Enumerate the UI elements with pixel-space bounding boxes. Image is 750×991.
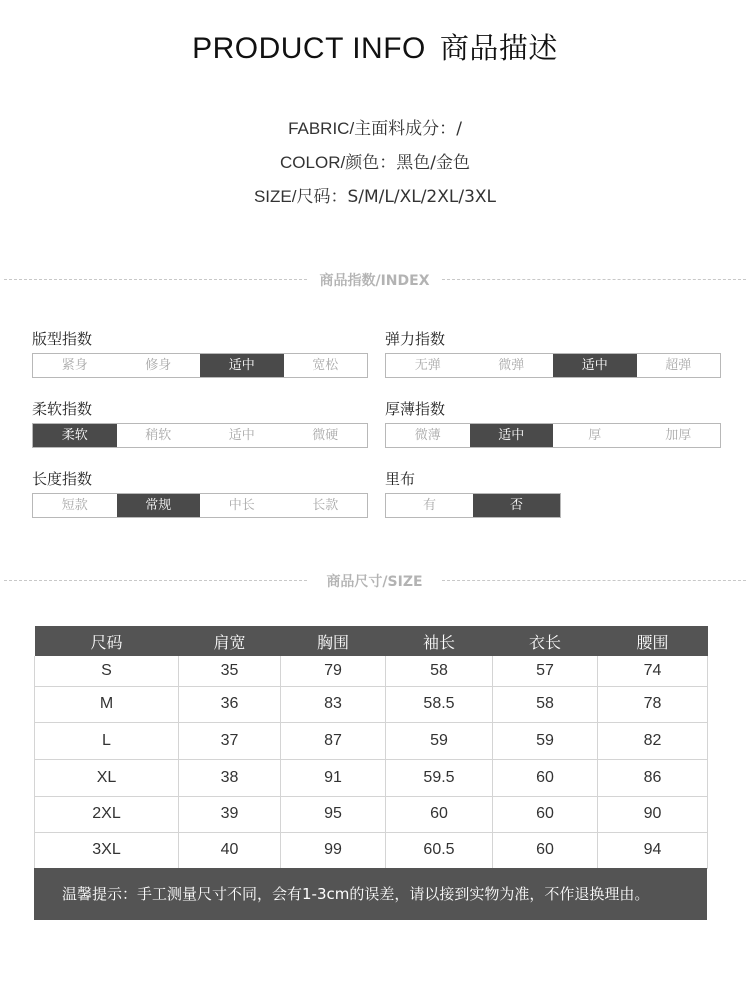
table-cell: 57 [493, 656, 598, 686]
column-header: 肩宽 [179, 626, 281, 656]
index-scale [32, 353, 368, 378]
fabric-value: / [456, 119, 462, 139]
size-table [34, 626, 708, 869]
title-chinese: 商品描述 [439, 31, 558, 65]
table-row [35, 686, 708, 722]
scale-option: 无弹 [414, 358, 441, 373]
table-row [35, 656, 708, 686]
index-divider-label: 商品指数/INDEX [319, 273, 430, 289]
index-label: 厚薄指数 [385, 400, 446, 418]
index-label: 弹力指数 [385, 330, 446, 348]
scale-option: 微薄 [414, 428, 441, 443]
divider-line-left [4, 279, 307, 280]
table-cell: 60 [493, 796, 598, 832]
column-header: 腰围 [598, 626, 708, 656]
table-cell: 58 [493, 686, 598, 722]
table-cell: 38 [179, 759, 281, 796]
fabric-line [0, 114, 750, 139]
table-row [35, 832, 708, 868]
index-thickness [385, 399, 721, 448]
title-english: PRODUCT INFO [192, 32, 426, 65]
table-cell: L [35, 722, 179, 759]
table-cell: 59 [493, 722, 598, 759]
index-scale [385, 493, 561, 518]
index-lining [385, 469, 561, 518]
table-cell: 87 [281, 722, 386, 759]
table-header-row [35, 626, 708, 656]
color-line [0, 148, 750, 173]
divider-line-left [4, 580, 307, 581]
table-cell: 60 [493, 832, 598, 868]
divider-line-right [442, 279, 746, 280]
scale-option: 修身 [145, 358, 172, 373]
table-cell: 60 [386, 796, 493, 832]
divider-line-right [442, 580, 746, 581]
size-divider-label: 商品尺寸/SIZE [326, 574, 423, 590]
index-scale [32, 493, 368, 518]
color-label: COLOR/颜色： [280, 153, 397, 172]
table-cell: 91 [281, 759, 386, 796]
table-cell: 35 [179, 656, 281, 686]
size-value: S/M/L/XL/2XL/3XL [347, 187, 497, 207]
size-divider [0, 571, 750, 591]
scale-option: 紧身 [61, 358, 88, 373]
table-cell: 74 [598, 656, 708, 686]
table-cell: 94 [598, 832, 708, 868]
measurement-note: 温馨提示：手工测量尺寸不同，会有1-3cm的误差，请以接到实物为准，不作退换理由。 [34, 868, 707, 920]
table-cell: 2XL [35, 796, 179, 832]
table-cell: 83 [281, 686, 386, 722]
scale-option: 微弹 [498, 358, 525, 373]
table-row [35, 722, 708, 759]
size-line [0, 182, 750, 207]
scale-option: 厚 [588, 428, 602, 443]
scale-option: 超弹 [665, 358, 692, 373]
scale-option: 短款 [61, 498, 88, 513]
table-cell: XL [35, 759, 179, 796]
color-value: 黑色/金色 [396, 153, 470, 173]
scale-option: 适中 [470, 424, 554, 447]
scale-option: 适中 [200, 354, 284, 377]
scale-option: 加厚 [665, 428, 692, 443]
table-cell: 37 [179, 722, 281, 759]
table-cell: 60 [493, 759, 598, 796]
table-cell: 60.5 [386, 832, 493, 868]
table-cell: 59 [386, 722, 493, 759]
table-cell: 99 [281, 832, 386, 868]
table-cell: M [35, 686, 179, 722]
column-header: 尺码 [35, 626, 179, 656]
table-cell: 39 [179, 796, 281, 832]
index-label: 长度指数 [32, 470, 93, 488]
scale-option: 柔软 [33, 424, 117, 447]
scale-option: 稍软 [145, 428, 172, 443]
table-cell: 95 [281, 796, 386, 832]
scale-option: 适中 [553, 354, 637, 377]
table-cell: 40 [179, 832, 281, 868]
table-cell: 78 [598, 686, 708, 722]
scale-option: 有 [422, 498, 436, 513]
scale-option: 常规 [117, 494, 201, 517]
index-length [32, 469, 368, 518]
scale-option: 适中 [228, 428, 255, 443]
index-divider [0, 270, 750, 290]
index-label: 里布 [385, 470, 416, 488]
index-fit [32, 329, 368, 378]
table-cell: 82 [598, 722, 708, 759]
table-row [35, 759, 708, 796]
table-cell: 86 [598, 759, 708, 796]
fabric-label: FABRIC/主面料成分： [288, 119, 457, 138]
index-label: 版型指数 [32, 330, 93, 348]
scale-option: 宽松 [312, 358, 339, 373]
scale-option: 中长 [228, 498, 255, 513]
column-header: 袖长 [386, 626, 493, 656]
table-cell: 36 [179, 686, 281, 722]
page-title [0, 26, 750, 67]
scale-option: 否 [473, 494, 560, 517]
index-scale [385, 423, 721, 448]
table-row [35, 796, 708, 832]
table-cell: 59.5 [386, 759, 493, 796]
index-elasticity [385, 329, 721, 378]
index-label: 柔软指数 [32, 400, 93, 418]
table-cell: 58.5 [386, 686, 493, 722]
table-cell: 58 [386, 656, 493, 686]
size-label: SIZE/尺码： [253, 187, 348, 206]
table-cell: 90 [598, 796, 708, 832]
index-scale [385, 353, 721, 378]
scale-option: 微硬 [312, 428, 339, 443]
table-cell: 79 [281, 656, 386, 686]
column-header: 胸围 [281, 626, 386, 656]
table-cell: S [35, 656, 179, 686]
scale-option: 长款 [312, 498, 339, 513]
index-softness [32, 399, 368, 448]
column-header: 衣长 [493, 626, 598, 656]
table-cell: 3XL [35, 832, 179, 868]
index-scale [32, 423, 368, 448]
